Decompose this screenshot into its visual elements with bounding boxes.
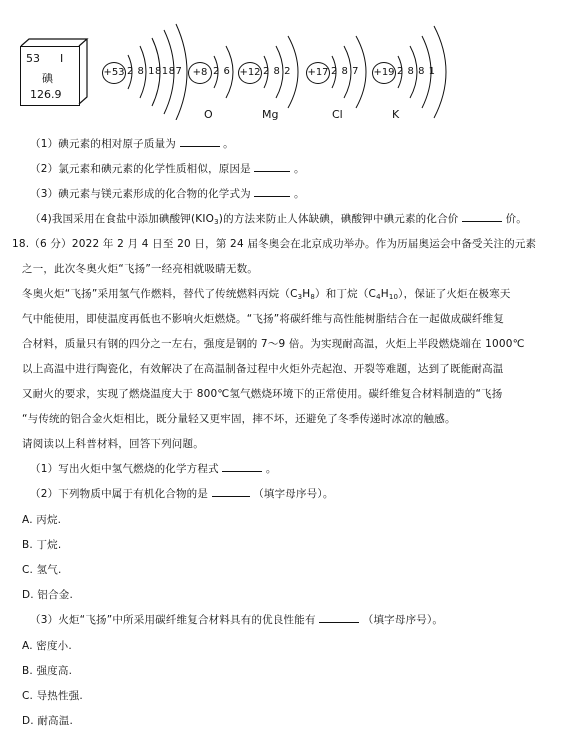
atom-label: O [204,108,213,121]
iodine-element-card [20,38,90,104]
answer-blank[interactable] [254,162,290,172]
nucleus: +8 [188,62,212,84]
q18-subquestion-1: （1）写出火炬中氢气燃烧的化学方程式 。 [30,463,277,475]
shell-electrons: 2 6 [213,66,231,77]
option-d[interactable]: D. 铝合金. [22,589,73,601]
shell-electrons: 2 8 8 1 [397,66,436,77]
atom-label: Cl [332,108,343,121]
q18-paragraph-line-4: 以上高温中进行陶瓷化，有效解决了在高温制备过程中火炬外壳起泡、开裂等难题，达到了既能耐高温 [22,363,504,375]
q17-subquestion-4: （4)我国采用在食盐中添加碘酸钾$(KIO_3)$的方法来防止人体缺碘，碘酸钾中碘元素的化合价 价。 [30,213,527,226]
nucleus: +17 [306,62,330,84]
element-symbol: I [60,52,64,65]
card-3d-edges [20,38,90,108]
atom-label: Mg [262,108,279,121]
nucleus: +12 [238,62,262,84]
q17-subquestion-1: （1）碘元素的相对原子质量为 。 [30,138,234,150]
q18-paragraph-line-2: 气中能使用，即使温度再低也不影响火炬燃烧。“飞扬”将碳纤维与高性能树脂结合在一起做成碳纤维复 [22,313,505,325]
shell-electrons: 2 8 18187 [127,66,183,77]
option-c[interactable]: C. 导热性强. [22,690,83,702]
atomic-number: 53 [26,52,40,65]
element-name: 碘 [42,72,53,85]
answer-blank[interactable] [254,187,290,197]
q18-subquestion-2: （2）下列物质中属于有机化合物的是 （填字母序号）。 [30,488,334,500]
q18-paragraph-line-6: “与传统的铝合金火炬相比，既分量轻又更牢固，摔不坏，还避免了冬季传递时冰凉的触感。 [22,413,456,425]
atom-label: K [392,108,400,121]
answer-blank[interactable] [319,613,359,623]
q18-paragraph-line-1: 冬奥火炬“飞扬”采用氢气作燃料，替代了传统燃料丙烷$(C_3H_8)$和丁烷$(C_4H_{10})$，保证了火炬在极寒天 [22,288,511,301]
q18-intro-line-1: 18.（6 分）2022 年 2 月 4 日至 20 日，第 24 届冬奥会在北京成功举办。作为历届奥运会中备受关注的元素 [12,238,537,250]
atomic-mass: 126.9 [30,88,62,101]
q17-subquestion-2: （2）氯元素和碘元素的化学性质相似，原因是 。 [30,163,305,175]
shell-electrons: 2 8 7 [331,66,359,77]
q18-paragraph-line-5: 又耐火的要求，实现了燃烧温度大于 800℃氢气燃烧环境下的正常使用。碳纤维复合材料制造的“飞扬 [22,388,503,400]
option-b[interactable]: B. 丁烷. [22,539,62,551]
answer-blank[interactable] [462,212,502,222]
q18-instruction: 请阅读以上科普材料，回答下列问题。 [22,438,204,450]
q17-subquestion-3: （3）碘元素与镁元素形成的化合物的化学式为 。 [30,188,305,200]
answer-blank[interactable] [222,462,262,472]
option-d[interactable]: D. 耐高温. [22,715,73,727]
option-c[interactable]: C. 氢气. [22,564,62,576]
option-b[interactable]: B. 强度高. [22,665,73,677]
shell-electrons: 2 8 2 [263,66,291,77]
nucleus: +53 [102,62,126,84]
q18-intro-line-2: 之一，此次冬奥火炬“飞扬”一经亮相就吸睛无数。 [22,263,258,275]
option-a[interactable]: A. 丙烷. [22,514,62,526]
q18-subquestion-3: （3）火炬“飞扬”中所采用碳纤维复合材料具有的优良性能有 （填字母序号）。 [30,614,444,626]
answer-blank[interactable] [212,487,250,497]
nucleus: +19 [372,62,396,84]
option-a[interactable]: A. 密度小. [22,640,72,652]
answer-blank[interactable] [180,137,220,147]
q18-paragraph-line-3: 合材料，质量只有钢的四分之一左右，强度是钢的 7～9 倍。为实现耐高温，火炬上半段燃烧端在 1000℃ [22,338,525,350]
